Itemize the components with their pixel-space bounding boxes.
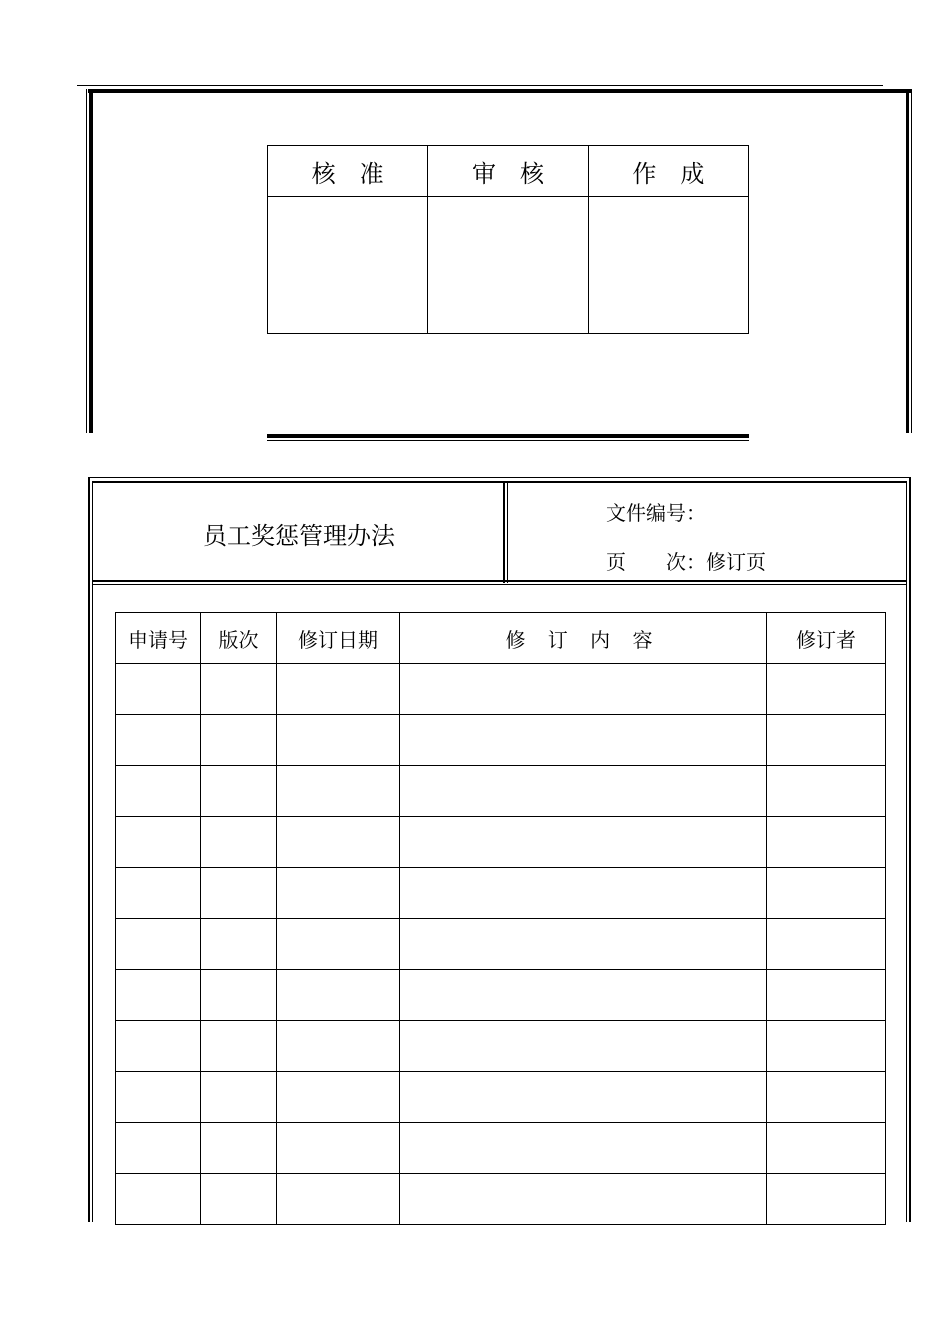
table-cell[interactable] [116,664,201,715]
table-cell[interactable] [400,1021,767,1072]
table-cell[interactable] [400,817,767,868]
header-box-top [92,481,907,483]
table-cell[interactable] [116,1174,201,1225]
header-box-divider [503,481,505,583]
table-cell[interactable] [201,664,277,715]
table-cell[interactable] [767,970,886,1021]
approval-header-prepare: 作 成 [588,146,748,197]
table-cell[interactable] [277,817,400,868]
approval-bottom-rule-thin [267,440,749,441]
revision-header-row [116,613,886,664]
table-cell[interactable] [277,664,400,715]
table-row [116,715,886,766]
table-cell[interactable] [767,868,886,919]
table-cell[interactable] [400,1072,767,1123]
table-cell[interactable] [201,1072,277,1123]
table-cell[interactable] [277,1174,400,1225]
table-cell[interactable] [277,1123,400,1174]
col-version: 版次 [201,613,277,664]
table-row [116,919,886,970]
file-number-label: 文件编号： [606,501,706,525]
approval-sign-prepare [588,197,748,334]
table-cell[interactable] [201,1021,277,1072]
table-cell[interactable] [767,1072,886,1123]
table-cell[interactable] [767,715,886,766]
approval-header-review: 审 核 [428,146,588,197]
table-cell[interactable] [201,1123,277,1174]
page-label: 页 次：修订页 [606,550,766,574]
table-cell[interactable] [277,1021,400,1072]
col-revision-date: 修订日期 [277,613,400,664]
table-cell[interactable] [201,868,277,919]
table-cell[interactable] [277,1072,400,1123]
table-row [116,970,886,1021]
table-cell[interactable] [201,817,277,868]
approval-sign-review [428,197,588,334]
table-cell[interactable] [400,1123,767,1174]
table-cell[interactable] [116,715,201,766]
table-cell[interactable] [116,766,201,817]
top-frame-left-border-outer [86,89,87,433]
table-cell[interactable] [400,715,767,766]
table-cell[interactable] [116,919,201,970]
table-cell[interactable] [277,919,400,970]
table-cell[interactable] [767,766,886,817]
table-row [116,664,886,715]
table-row [116,1123,886,1174]
col-application-no: 申请号 [116,613,201,664]
header-box-left [92,481,93,1222]
table-cell[interactable] [400,919,767,970]
col-revision-content: 修 订 内 容 [400,613,767,664]
header-box-right-outer [909,477,911,1222]
approval-bottom-rule [267,434,749,438]
table-cell[interactable] [116,970,201,1021]
approval-header-approve: 核 准 [268,146,428,197]
table-cell[interactable] [277,766,400,817]
table-cell[interactable] [767,664,886,715]
table-cell[interactable] [277,715,400,766]
table-cell[interactable] [767,1021,886,1072]
table-cell[interactable] [400,868,767,919]
top-frame-border [88,89,912,93]
table-cell[interactable] [400,766,767,817]
table-cell[interactable] [201,766,277,817]
document-title: 员工奖惩管理办法 [203,521,395,550]
table-cell[interactable] [116,1072,201,1123]
approval-table [267,145,749,334]
col-reviser: 修订者 [767,613,886,664]
table-cell[interactable] [201,919,277,970]
table-row [116,1021,886,1072]
header-box-top-outer [88,477,911,478]
top-rule [77,85,883,86]
table-cell[interactable] [767,1174,886,1225]
revision-table [115,612,886,1225]
table-row [116,766,886,817]
table-cell[interactable] [400,664,767,715]
table-cell[interactable] [767,919,886,970]
table-cell[interactable] [201,715,277,766]
table-cell[interactable] [767,817,886,868]
table-cell[interactable] [400,970,767,1021]
table-row [116,1072,886,1123]
top-frame-left-border [89,89,93,433]
header-box-right [906,481,907,1222]
table-cell[interactable] [400,1174,767,1225]
table-cell[interactable] [277,868,400,919]
table-row [116,817,886,868]
approval-sign-approve [268,197,428,334]
top-frame-right-border-outer [911,89,912,433]
revision-table-body [116,664,886,1225]
table-cell[interactable] [201,1174,277,1225]
table-cell[interactable] [767,1123,886,1174]
table-cell[interactable] [201,970,277,1021]
table-row [116,868,886,919]
top-frame-right-border [906,89,909,433]
header-box-bottom-thin [92,584,907,585]
table-cell[interactable] [116,868,201,919]
table-cell[interactable] [277,970,400,1021]
header-box-left-outer [88,477,90,1222]
table-cell[interactable] [116,1021,201,1072]
table-row [116,1174,886,1225]
header-box-divider-thin [507,481,508,583]
table-cell[interactable] [116,1123,201,1174]
table-cell[interactable] [116,817,201,868]
